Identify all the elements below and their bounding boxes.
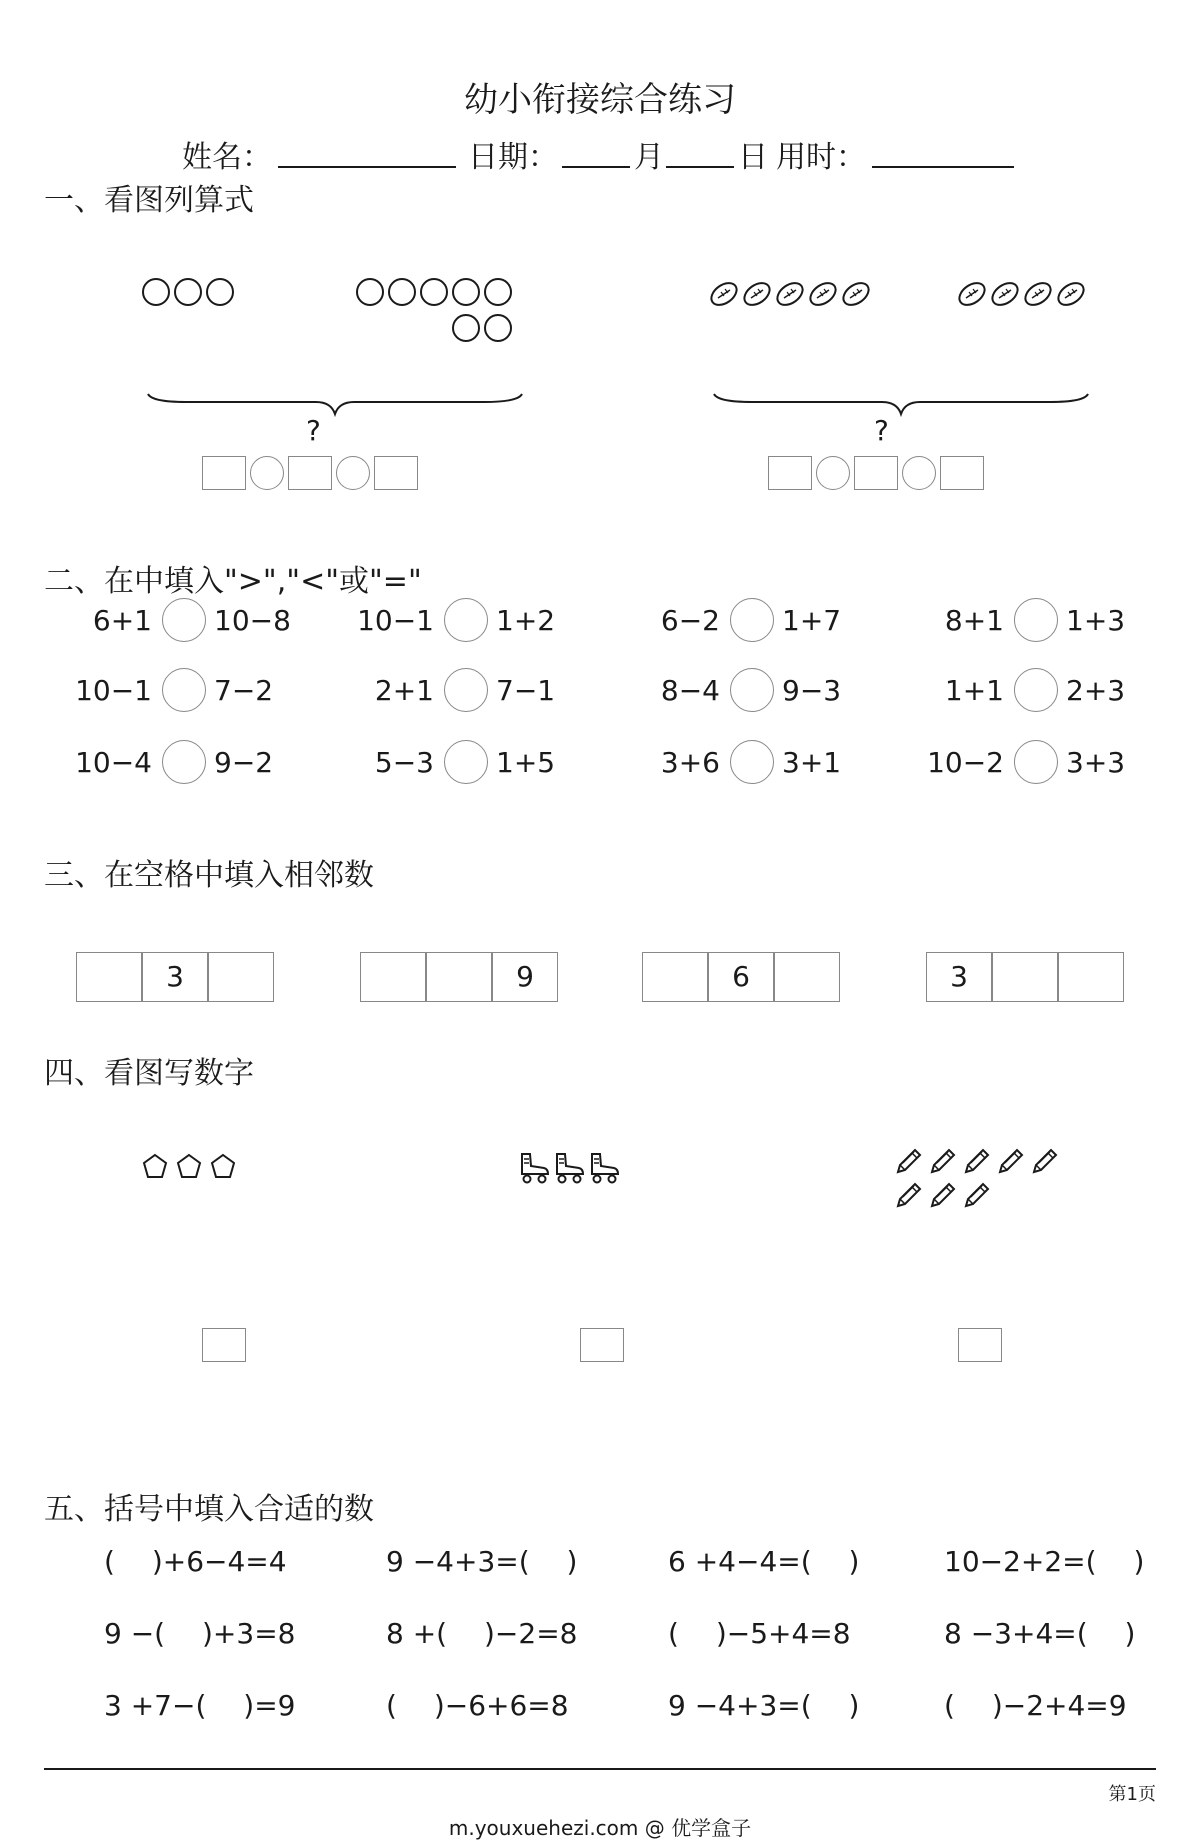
bracket-equation[interactable]: 9 −4+3=( ): [668, 1689, 860, 1722]
circle-icon: [484, 314, 512, 342]
answer-box-pentagons[interactable]: [202, 1328, 246, 1362]
number-cell: 6: [708, 952, 774, 1002]
name-blank[interactable]: [278, 166, 456, 168]
operator-circle-2[interactable]: [336, 456, 370, 490]
circle-icon: [420, 278, 448, 306]
brace-icon: [712, 392, 1090, 418]
time-blank[interactable]: [872, 166, 1014, 168]
date-label: 日期：: [468, 140, 558, 175]
month-blank[interactable]: [562, 166, 630, 168]
answer-box-skates[interactable]: [580, 1328, 624, 1362]
compare-left-expr: 6−2: [660, 604, 720, 637]
adjacent-number-group: [642, 952, 840, 1002]
compare-left-expr: 1+1: [944, 674, 1004, 707]
pencil-icon-group: [894, 1146, 1070, 1216]
circle-icon: [484, 278, 512, 306]
equation-box-3[interactable]: [374, 456, 418, 490]
day-label: 日: [738, 140, 768, 175]
compare-right-expr: 1+5: [496, 746, 556, 779]
circle-icon: [452, 278, 480, 306]
circle-icon: [356, 278, 384, 306]
compare-left-expr: 8−4: [660, 674, 720, 707]
page-title: 幼小衔接综合练习: [464, 80, 736, 120]
football-icon-row-left: [708, 278, 878, 310]
compare-right-expr: 2+3: [1066, 674, 1126, 707]
pentagon-icon-group: [142, 1152, 242, 1182]
bracket-equation[interactable]: ( )+6−4=4: [104, 1545, 287, 1578]
compare-left-expr: 10−1: [75, 674, 152, 707]
name-label: 姓名：: [182, 140, 272, 175]
brace-icon: [146, 392, 524, 418]
circle-icon: [142, 278, 170, 306]
section-2-title: 二、在中填入">","<"或"=": [44, 564, 422, 599]
month-label: 月: [634, 140, 664, 175]
football-icon-row-right: [956, 278, 1096, 310]
equation-box-2[interactable]: [854, 456, 898, 490]
number-cell: 3: [142, 952, 208, 1002]
question-mark: ?: [306, 414, 321, 447]
adjacent-number-group: [76, 952, 274, 1002]
compare-right-expr: 1+2: [496, 604, 556, 637]
number-cell[interactable]: [774, 952, 840, 1002]
number-cell[interactable]: [426, 952, 492, 1002]
adjacent-number-group: [360, 952, 558, 1002]
section-3-title: 三、在空格中填入相邻数: [44, 858, 374, 893]
compare-circle[interactable]: [730, 740, 774, 784]
compare-circle[interactable]: [444, 598, 488, 642]
compare-right-expr: 9−3: [782, 674, 842, 707]
circle-icon: [388, 278, 416, 306]
roller-skate-icon-group: [518, 1150, 624, 1184]
question-mark: ?: [874, 414, 889, 447]
compare-right-expr: 10−8: [214, 604, 291, 637]
number-cell[interactable]: [642, 952, 708, 1002]
compare-left-expr: 8+1: [944, 604, 1004, 637]
compare-right-expr: 7−2: [214, 674, 274, 707]
number-cell[interactable]: [1058, 952, 1124, 1002]
adjacent-number-group: [926, 952, 1124, 1002]
compare-left-expr: 2+1: [374, 674, 434, 707]
equation-box-1[interactable]: [768, 456, 812, 490]
bracket-equation[interactable]: ( )−2+4=9: [944, 1689, 1127, 1722]
compare-right-expr: 1+7: [782, 604, 842, 637]
compare-right-expr: 1+3: [1066, 604, 1126, 637]
number-cell[interactable]: [360, 952, 426, 1002]
answer-box-pencils[interactable]: [958, 1328, 1002, 1362]
number-cell[interactable]: [992, 952, 1058, 1002]
compare-left-expr: 10−1: [357, 604, 434, 637]
number-cell: 3: [926, 952, 992, 1002]
operator-circle-1[interactable]: [816, 456, 850, 490]
time-label: 用时：: [776, 140, 866, 175]
footer-text: m.youxuehezi.com @ 优学盒子: [448, 1816, 752, 1840]
number-cell[interactable]: [208, 952, 274, 1002]
section-4-title: 四、看图写数字: [44, 1056, 254, 1091]
compare-left-expr: 10−2: [927, 746, 1004, 779]
compare-circle[interactable]: [162, 598, 206, 642]
page-number: 第1页: [1108, 1784, 1156, 1805]
operator-circle-1[interactable]: [250, 456, 284, 490]
compare-circle[interactable]: [444, 668, 488, 712]
bracket-equation[interactable]: 9 −4+3=( ): [386, 1545, 578, 1578]
equation-box-3[interactable]: [940, 456, 984, 490]
compare-circle[interactable]: [162, 740, 206, 784]
compare-left-expr: 5−3: [374, 746, 434, 779]
compare-right-expr: 3+3: [1066, 746, 1126, 779]
circle-icon: [206, 278, 234, 306]
equation-box-2[interactable]: [288, 456, 332, 490]
compare-right-expr: 3+1: [782, 746, 842, 779]
bracket-equation[interactable]: 8 +( )−2=8: [386, 1617, 578, 1650]
bracket-equation[interactable]: 6 +4−4=( ): [668, 1545, 860, 1578]
compare-circle[interactable]: [730, 668, 774, 712]
section-1-title: 一、看图列算式: [44, 183, 254, 218]
bracket-equation[interactable]: ( )−6+6=8: [386, 1689, 569, 1722]
day-blank[interactable]: [666, 166, 734, 168]
compare-circle[interactable]: [730, 598, 774, 642]
circle-icon: [452, 314, 480, 342]
compare-circle[interactable]: [162, 668, 206, 712]
compare-circle[interactable]: [1014, 598, 1058, 642]
student-info-row: [0, 132, 1200, 180]
footer-divider: [44, 1768, 1156, 1770]
number-cell[interactable]: [76, 952, 142, 1002]
bracket-equation[interactable]: 10−2+2=( ): [944, 1545, 1145, 1578]
bracket-equation[interactable]: ( )−5+4=8: [668, 1617, 851, 1650]
section-5-title: 五、括号中填入合适的数: [44, 1492, 374, 1527]
bracket-equation[interactable]: 3 +7−( )=9: [104, 1689, 296, 1722]
compare-circle[interactable]: [444, 740, 488, 784]
compare-left-expr: 6+1: [92, 604, 152, 637]
compare-right-expr: 9−2: [214, 746, 274, 779]
compare-left-expr: 3+6: [660, 746, 720, 779]
compare-circle[interactable]: [1014, 740, 1058, 784]
equation-box-1[interactable]: [202, 456, 246, 490]
compare-right-expr: 7−1: [496, 674, 556, 707]
circle-icon: [174, 278, 202, 306]
compare-circle[interactable]: [1014, 668, 1058, 712]
compare-left-expr: 10−4: [75, 746, 152, 779]
bracket-equation[interactable]: 9 −( )+3=8: [104, 1617, 296, 1650]
operator-circle-2[interactable]: [902, 456, 936, 490]
bracket-equation[interactable]: 8 −3+4=( ): [944, 1617, 1136, 1650]
number-cell: 9: [492, 952, 558, 1002]
